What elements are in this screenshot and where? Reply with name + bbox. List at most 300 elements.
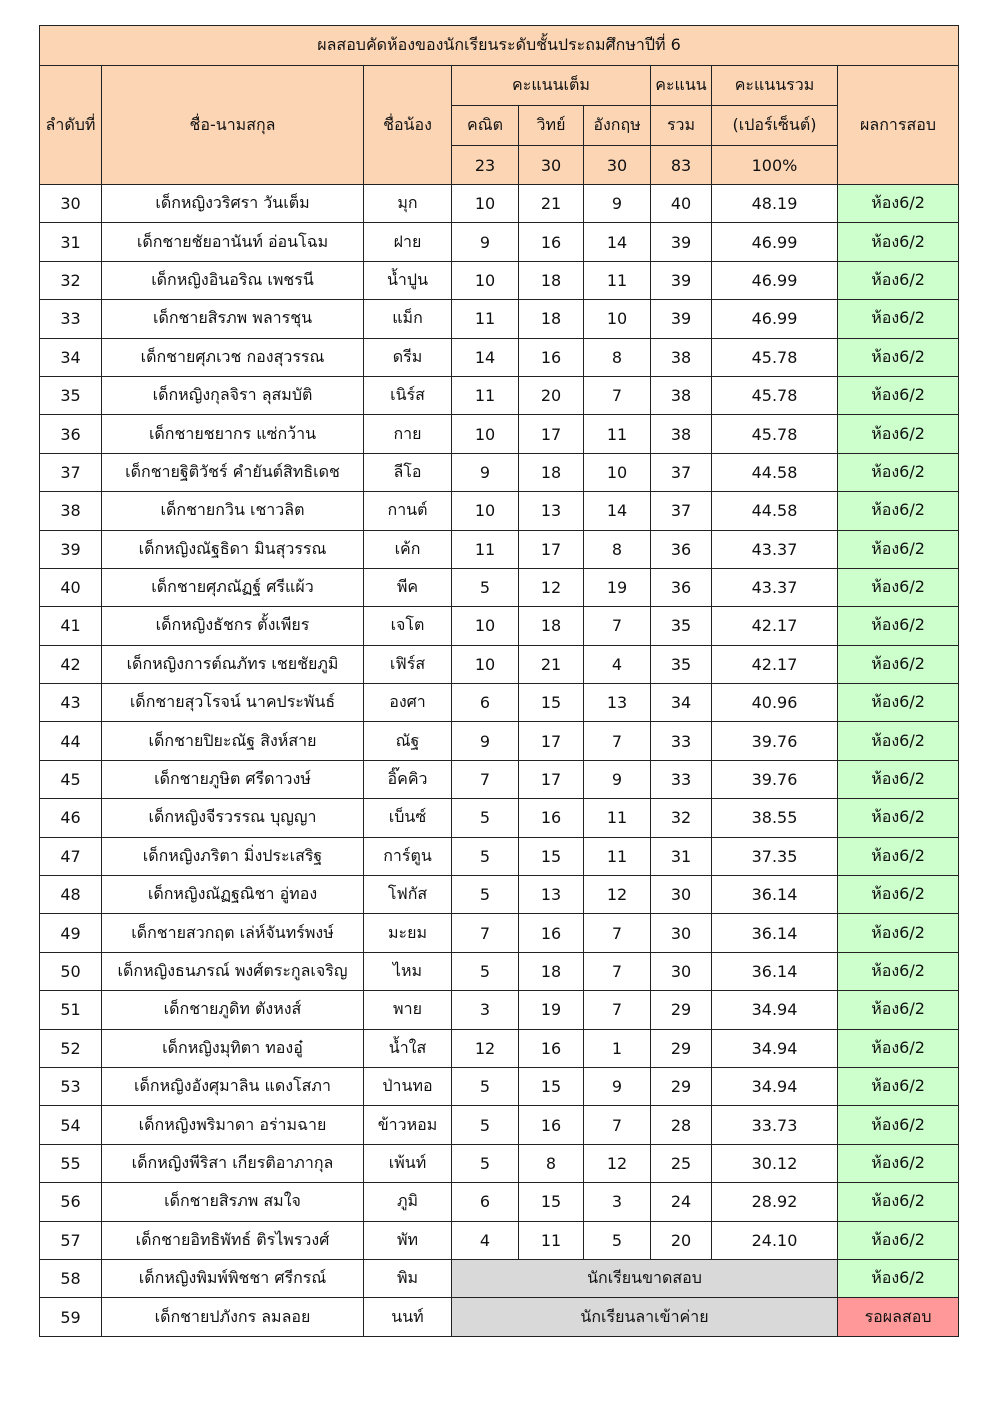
cell-name: เด็กชายภูษิต ศรีดาวงษ์ (102, 760, 364, 798)
cell-science: 15 (519, 684, 584, 722)
cell-english: 7 (584, 952, 651, 990)
cell-result: ห้อง6/2 (838, 453, 959, 491)
cell-note: นักเรียนขาดสอบ (452, 1259, 838, 1297)
cell-name: เด็กหญิงอินอริณ เพชรนี (102, 261, 364, 299)
header-full-score: คะแนนเต็ม (452, 66, 651, 106)
cell-order: 31 (40, 223, 102, 261)
cell-english: 13 (584, 684, 651, 722)
table-row (40, 568, 959, 606)
cell-english: 11 (584, 837, 651, 875)
cell-order: 44 (40, 722, 102, 760)
cell-percent: 34.94 (712, 991, 838, 1029)
header-score-line2: รวม (651, 106, 712, 146)
cell-science: 18 (519, 300, 584, 338)
header-percent-max: 100% (712, 146, 838, 185)
cell-result: ห้อง6/2 (838, 185, 959, 223)
cell-science: 20 (519, 376, 584, 414)
cell-name: เด็กหญิงวริศรา วันเต็ม (102, 185, 364, 223)
cell-math: 7 (452, 914, 519, 952)
cell-name: เด็กชายสิรภพ สมใจ (102, 1183, 364, 1221)
cell-nickname: ณัฐ (364, 722, 452, 760)
cell-total: 33 (651, 760, 712, 798)
cell-science: 8 (519, 1144, 584, 1182)
table-row (40, 453, 959, 491)
cell-math: 7 (452, 760, 519, 798)
cell-total: 29 (651, 1067, 712, 1105)
cell-nickname: ดรีม (364, 338, 452, 376)
cell-order: 58 (40, 1259, 102, 1297)
cell-percent: 45.78 (712, 338, 838, 376)
cell-total: 39 (651, 261, 712, 299)
cell-nickname: โฟกัส (364, 876, 452, 914)
cell-english: 11 (584, 415, 651, 453)
cell-percent: 36.14 (712, 876, 838, 914)
cell-name: เด็กชายสวกฤต เล่ห์จันทร์พงษ์ (102, 914, 364, 952)
cell-nickname: เนิร์ส (364, 376, 452, 414)
cell-math: 10 (452, 645, 519, 683)
cell-nickname: ข้าวหอม (364, 1106, 452, 1144)
table-row (40, 607, 959, 645)
cell-math: 5 (452, 568, 519, 606)
cell-english: 5 (584, 1221, 651, 1259)
cell-nickname: น้ำปูน (364, 261, 452, 299)
cell-percent: 34.94 (712, 1067, 838, 1105)
cell-total: 30 (651, 914, 712, 952)
cell-result-pending: รอผลสอบ (838, 1298, 959, 1336)
cell-order: 42 (40, 645, 102, 683)
cell-result: ห้อง6/2 (838, 799, 959, 837)
cell-name: เด็กหญิงธนภรณ์ พงศ์ตระกูลเจริญ (102, 952, 364, 990)
cell-order: 57 (40, 1221, 102, 1259)
header-science: วิทย์ (519, 106, 584, 146)
cell-total: 29 (651, 1029, 712, 1067)
cell-total: 35 (651, 645, 712, 683)
cell-math: 5 (452, 799, 519, 837)
cell-english: 10 (584, 453, 651, 491)
cell-order: 41 (40, 607, 102, 645)
cell-english: 8 (584, 530, 651, 568)
cell-english: 7 (584, 991, 651, 1029)
cell-science: 16 (519, 914, 584, 952)
table-row (40, 1221, 959, 1259)
cell-nickname: การ์ตูน (364, 837, 452, 875)
header-english-max: 30 (584, 146, 651, 185)
table-row (40, 837, 959, 875)
cell-order: 43 (40, 684, 102, 722)
cell-math: 9 (452, 223, 519, 261)
table-row (40, 760, 959, 798)
cell-percent: 33.73 (712, 1106, 838, 1144)
cell-english: 10 (584, 300, 651, 338)
cell-name: เด็กหญิงภริตา มิ่งประเสริฐ (102, 837, 364, 875)
cell-math: 5 (452, 876, 519, 914)
table-row (40, 645, 959, 683)
cell-english: 11 (584, 261, 651, 299)
header-english: อังกฤษ (584, 106, 651, 146)
cell-name: เด็กหญิงณัฏฐณิชา อู่ทอง (102, 876, 364, 914)
cell-percent: 34.94 (712, 1029, 838, 1067)
cell-english: 7 (584, 376, 651, 414)
cell-total: 29 (651, 991, 712, 1029)
table-row (40, 1144, 959, 1182)
header-score-max: 83 (651, 146, 712, 185)
cell-nickname: ไหม (364, 952, 452, 990)
cell-science: 18 (519, 952, 584, 990)
cell-order: 39 (40, 530, 102, 568)
cell-result: ห้อง6/2 (838, 568, 959, 606)
cell-percent: 42.17 (712, 607, 838, 645)
cell-percent: 46.99 (712, 261, 838, 299)
cell-math: 5 (452, 1067, 519, 1105)
cell-result: ห้อง6/2 (838, 1067, 959, 1105)
cell-math: 14 (452, 338, 519, 376)
cell-nickname: มุก (364, 185, 452, 223)
cell-science: 16 (519, 1106, 584, 1144)
cell-result: ห้อง6/2 (838, 1259, 959, 1297)
cell-percent: 39.76 (712, 722, 838, 760)
cell-order: 59 (40, 1298, 102, 1336)
cell-math: 4 (452, 1221, 519, 1259)
cell-math: 11 (452, 300, 519, 338)
cell-total: 24 (651, 1183, 712, 1221)
table-row (40, 415, 959, 453)
cell-math: 11 (452, 376, 519, 414)
table-row (40, 684, 959, 722)
header-math: คณิต (452, 106, 519, 146)
cell-english: 4 (584, 645, 651, 683)
cell-result: ห้อง6/2 (838, 1144, 959, 1182)
cell-english: 8 (584, 338, 651, 376)
table-row (40, 914, 959, 952)
cell-math: 6 (452, 1183, 519, 1221)
cell-nickname: เพ้นท์ (364, 1144, 452, 1182)
cell-math: 5 (452, 952, 519, 990)
cell-total: 33 (651, 722, 712, 760)
cell-english: 3 (584, 1183, 651, 1221)
cell-name: เด็กชายปภังกร ลมลอย (102, 1298, 364, 1336)
table-row (40, 799, 959, 837)
table-row-camp (40, 1298, 959, 1336)
cell-math: 5 (452, 1144, 519, 1182)
cell-science: 15 (519, 837, 584, 875)
cell-english: 7 (584, 1106, 651, 1144)
cell-name: เด็กชายชัยอานันท์ อ่อนโฉม (102, 223, 364, 261)
cell-english: 12 (584, 876, 651, 914)
cell-math: 6 (452, 684, 519, 722)
cell-order: 51 (40, 991, 102, 1029)
cell-result: ห้อง6/2 (838, 492, 959, 530)
cell-nickname: เบ็นซ์ (364, 799, 452, 837)
table-row (40, 1067, 959, 1105)
cell-nickname: น้ำใส (364, 1029, 452, 1067)
cell-nickname: กาย (364, 415, 452, 453)
cell-math: 9 (452, 453, 519, 491)
cell-total: 30 (651, 876, 712, 914)
cell-total: 39 (651, 300, 712, 338)
cell-nickname: นนท์ (364, 1298, 452, 1336)
cell-math: 10 (452, 415, 519, 453)
cell-nickname: องศา (364, 684, 452, 722)
table-row (40, 223, 959, 261)
cell-order: 55 (40, 1144, 102, 1182)
cell-total: 37 (651, 492, 712, 530)
cell-math: 10 (452, 492, 519, 530)
cell-name: เด็กชายปิยะณัฐ สิงห์สาย (102, 722, 364, 760)
cell-nickname: ลีโอ (364, 453, 452, 491)
cell-english: 11 (584, 799, 651, 837)
cell-science: 17 (519, 530, 584, 568)
page-title: ผลสอบคัดห้องของนักเรียนระดับชั้นประถมศึกษาปีที่ 6 (40, 26, 959, 66)
cell-science: 11 (519, 1221, 584, 1259)
cell-name: เด็กชายภูดิท ตังหงส์ (102, 991, 364, 1029)
cell-order: 48 (40, 876, 102, 914)
cell-order: 47 (40, 837, 102, 875)
cell-percent: 36.14 (712, 914, 838, 952)
cell-result: ห้อง6/2 (838, 376, 959, 414)
cell-nickname: ภูมิ (364, 1183, 452, 1221)
cell-result: ห้อง6/2 (838, 1029, 959, 1067)
cell-nickname: ฝาย (364, 223, 452, 261)
cell-result: ห้อง6/2 (838, 952, 959, 990)
cell-result: ห้อง6/2 (838, 991, 959, 1029)
table-row (40, 185, 959, 223)
cell-science: 13 (519, 492, 584, 530)
cell-nickname: พีค (364, 568, 452, 606)
cell-total: 28 (651, 1106, 712, 1144)
cell-result: ห้อง6/2 (838, 876, 959, 914)
cell-name: เด็กหญิงกุลจิรา ลุสมบัติ (102, 376, 364, 414)
cell-name: เด็กหญิงพริมาดา อร่ามฉาย (102, 1106, 364, 1144)
cell-math: 10 (452, 261, 519, 299)
table-row (40, 376, 959, 414)
header-nickname: ชื่อน้อง (364, 66, 452, 185)
cell-nickname: กานต์ (364, 492, 452, 530)
table-row (40, 1106, 959, 1144)
table-row (40, 492, 959, 530)
results-table (39, 25, 959, 1337)
cell-result: ห้อง6/2 (838, 1183, 959, 1221)
cell-order: 32 (40, 261, 102, 299)
cell-order: 45 (40, 760, 102, 798)
cell-percent: 30.12 (712, 1144, 838, 1182)
cell-order: 30 (40, 185, 102, 223)
cell-total: 32 (651, 799, 712, 837)
cell-name: เด็กชายสิรภพ พลารชุน (102, 300, 364, 338)
cell-total: 36 (651, 568, 712, 606)
cell-result: ห้อง6/2 (838, 1221, 959, 1259)
cell-order: 50 (40, 952, 102, 990)
cell-name: เด็กหญิงมุทิตา ทองอู๋ (102, 1029, 364, 1067)
cell-order: 46 (40, 799, 102, 837)
cell-order: 37 (40, 453, 102, 491)
cell-science: 19 (519, 991, 584, 1029)
cell-math: 10 (452, 185, 519, 223)
cell-science: 15 (519, 1067, 584, 1105)
cell-percent: 44.58 (712, 453, 838, 491)
cell-science: 18 (519, 453, 584, 491)
table-row (40, 530, 959, 568)
table-row (40, 952, 959, 990)
cell-result: ห้อง6/2 (838, 837, 959, 875)
cell-nickname: พัท (364, 1221, 452, 1259)
cell-result: ห้อง6/2 (838, 760, 959, 798)
cell-total: 37 (651, 453, 712, 491)
cell-english: 12 (584, 1144, 651, 1182)
cell-name: เด็กชายฐิติวัชร์ คำยันต์สิทธิเดช (102, 453, 364, 491)
cell-total: 25 (651, 1144, 712, 1182)
cell-total: 34 (651, 684, 712, 722)
cell-english: 9 (584, 1067, 651, 1105)
cell-science: 18 (519, 607, 584, 645)
cell-english: 9 (584, 185, 651, 223)
cell-percent: 24.10 (712, 1221, 838, 1259)
cell-percent: 36.14 (712, 952, 838, 990)
header-result: ผลการสอบ (838, 66, 959, 185)
table-row (40, 261, 959, 299)
cell-total: 38 (651, 338, 712, 376)
cell-name: เด็กชายอิทธิพัทธ์ ติรไพรวงศ์ (102, 1221, 364, 1259)
cell-nickname: ป่านทอ (364, 1067, 452, 1105)
cell-science: 18 (519, 261, 584, 299)
cell-name: เด็กชายกวิน เชาวลิต (102, 492, 364, 530)
cell-science: 17 (519, 722, 584, 760)
cell-order: 52 (40, 1029, 102, 1067)
cell-nickname: อิ๊คคิว (364, 760, 452, 798)
cell-math: 5 (452, 1106, 519, 1144)
cell-order: 33 (40, 300, 102, 338)
cell-note: นักเรียนลาเข้าค่าย (452, 1298, 838, 1336)
cell-nickname: เฟิร์ส (364, 645, 452, 683)
cell-science: 17 (519, 760, 584, 798)
cell-science: 16 (519, 338, 584, 376)
cell-result: ห้อง6/2 (838, 684, 959, 722)
cell-order: 36 (40, 415, 102, 453)
table-row (40, 300, 959, 338)
cell-name: เด็กชายสุวโรจน์ นาคประพันธ์ (102, 684, 364, 722)
cell-order: 54 (40, 1106, 102, 1144)
cell-percent: 28.92 (712, 1183, 838, 1221)
cell-percent: 40.96 (712, 684, 838, 722)
cell-name: เด็กหญิงการต์ณภัทร เชยชัยภูมิ (102, 645, 364, 683)
cell-english: 14 (584, 223, 651, 261)
cell-percent: 43.37 (712, 530, 838, 568)
cell-math: 3 (452, 991, 519, 1029)
cell-total: 39 (651, 223, 712, 261)
cell-science: 15 (519, 1183, 584, 1221)
table-row (40, 722, 959, 760)
cell-result: ห้อง6/2 (838, 261, 959, 299)
cell-total: 35 (651, 607, 712, 645)
cell-percent: 42.17 (712, 645, 838, 683)
cell-percent: 44.58 (712, 492, 838, 530)
cell-name: เด็กหญิงพิมพ์พิชชา ศรีกรณ์ (102, 1259, 364, 1297)
cell-total: 38 (651, 376, 712, 414)
cell-name: เด็กหญิงอังศุมาลิน แดงโสภา (102, 1067, 364, 1105)
table-row (40, 1029, 959, 1067)
cell-order: 40 (40, 568, 102, 606)
cell-order: 35 (40, 376, 102, 414)
cell-nickname: เค้ก (364, 530, 452, 568)
cell-science: 12 (519, 568, 584, 606)
cell-order: 56 (40, 1183, 102, 1221)
cell-total: 40 (651, 185, 712, 223)
cell-name: เด็กชายศุภเวช กองสุวรรณ (102, 338, 364, 376)
cell-total: 31 (651, 837, 712, 875)
cell-result: ห้อง6/2 (838, 722, 959, 760)
header-total-line1: คะแนนรวม (712, 66, 838, 106)
cell-result: ห้อง6/2 (838, 223, 959, 261)
cell-name: เด็กหญิงธัชกร ตั้งเพียร (102, 607, 364, 645)
cell-science: 16 (519, 223, 584, 261)
table-row (40, 338, 959, 376)
cell-order: 49 (40, 914, 102, 952)
table-row (40, 1183, 959, 1221)
cell-result: ห้อง6/2 (838, 415, 959, 453)
header-science-max: 30 (519, 146, 584, 185)
cell-percent: 48.19 (712, 185, 838, 223)
cell-science: 21 (519, 645, 584, 683)
cell-percent: 43.37 (712, 568, 838, 606)
cell-result: ห้อง6/2 (838, 914, 959, 952)
cell-order: 38 (40, 492, 102, 530)
cell-order: 53 (40, 1067, 102, 1105)
cell-total: 38 (651, 415, 712, 453)
cell-result: ห้อง6/2 (838, 607, 959, 645)
cell-science: 16 (519, 799, 584, 837)
cell-math: 12 (452, 1029, 519, 1067)
header-score-line1: คะแนน (651, 66, 712, 106)
cell-result: ห้อง6/2 (838, 645, 959, 683)
cell-result: ห้อง6/2 (838, 338, 959, 376)
cell-math: 10 (452, 607, 519, 645)
cell-nickname: เจโต (364, 607, 452, 645)
cell-percent: 39.76 (712, 760, 838, 798)
cell-percent: 45.78 (712, 376, 838, 414)
results-body (40, 185, 959, 1337)
cell-english: 14 (584, 492, 651, 530)
table-row (40, 876, 959, 914)
cell-nickname: พิม (364, 1259, 452, 1297)
table-row-absent (40, 1259, 959, 1297)
cell-math: 9 (452, 722, 519, 760)
table-row (40, 991, 959, 1029)
cell-name: เด็กชายชยากร แซ่กว้าน (102, 415, 364, 453)
cell-result: ห้อง6/2 (838, 1106, 959, 1144)
cell-total: 30 (651, 952, 712, 990)
cell-science: 17 (519, 415, 584, 453)
cell-percent: 38.55 (712, 799, 838, 837)
cell-total: 36 (651, 530, 712, 568)
header-math-max: 23 (452, 146, 519, 185)
cell-percent: 46.99 (712, 300, 838, 338)
header-order: ลำดับที่ (40, 66, 102, 185)
cell-english: 7 (584, 914, 651, 952)
cell-name: เด็กหญิงพีริสา เกียรติอาภากุล (102, 1144, 364, 1182)
cell-math: 11 (452, 530, 519, 568)
cell-percent: 37.35 (712, 837, 838, 875)
cell-nickname: พาย (364, 991, 452, 1029)
header-name: ชื่อ-นามสกุล (102, 66, 364, 185)
cell-name: เด็กหญิงณัฐธิดา มินสุวรรณ (102, 530, 364, 568)
cell-result: ห้อง6/2 (838, 300, 959, 338)
cell-nickname: แม็ก (364, 300, 452, 338)
cell-english: 9 (584, 760, 651, 798)
cell-name: เด็กชายศุภณัฏฐ์ ศรีแผ้ว (102, 568, 364, 606)
cell-math: 5 (452, 837, 519, 875)
cell-english: 19 (584, 568, 651, 606)
cell-english: 1 (584, 1029, 651, 1067)
cell-percent: 45.78 (712, 415, 838, 453)
